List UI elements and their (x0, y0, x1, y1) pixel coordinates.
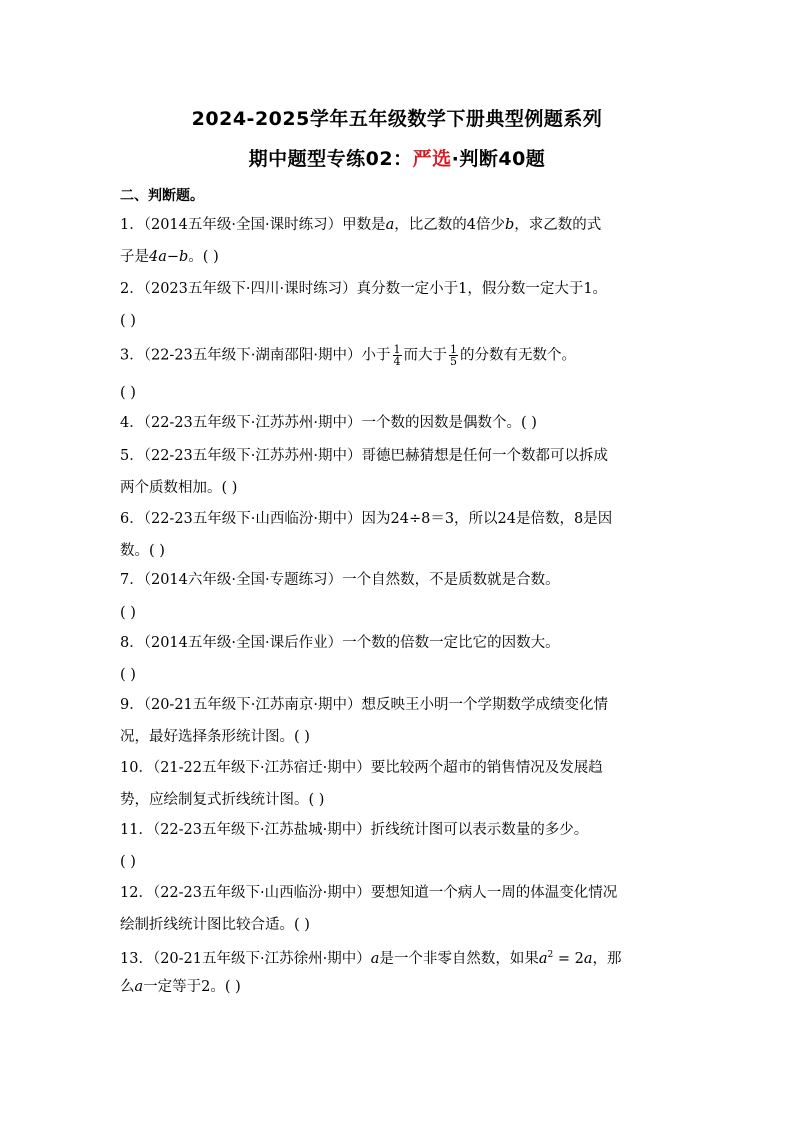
question-3-line-1 (120, 344, 680, 367)
q13-eq-a: a (538, 950, 548, 967)
q13-text-d: 么 (120, 979, 135, 995)
question-10-line-2[interactable]: 势，应绘制复式折线统计图。( ) (120, 792, 325, 808)
q3-text-c: 的分数有无数个。 (460, 347, 576, 364)
q13-answer-blank[interactable]: 一定等于2。( ) (143, 979, 241, 995)
question-9-line-2[interactable]: 况，最好选择条形统计图。( ) (120, 729, 310, 745)
question-12-line-2[interactable]: 绘制折线统计图比较合适。( ) (120, 917, 310, 933)
q13-eq-rest: = 2 (553, 950, 584, 967)
q13-text-c: ，那 (592, 950, 622, 967)
q3-fraction-2-denominator: 5 (450, 355, 457, 368)
q1-expression: 4a−b (149, 249, 189, 265)
q3-fraction-2-numerator: 1 (450, 343, 457, 356)
q3-fraction-1-numerator: 1 (393, 343, 401, 356)
q3-fraction-1-denominator: 4 (393, 355, 401, 368)
question-5-line-1: 5．（22-23五年级下·江苏苏州·期中）哥德巴赫猜想是任何一个数都可以拆成 (120, 448, 608, 464)
question-9-line-1: 9．（20-21五年级下·江苏南京·期中）想反映王小明一个学期数学成绩变化情 (120, 697, 608, 713)
q13-text-a: 13．（20-21五年级下·江苏徐州·期中） (120, 950, 371, 967)
question-12-line-1: 12．（22-23五年级下·山西临汾·期中）要想知道一个病人一周的体温变化情况 (120, 885, 618, 901)
question-3-answer-blank[interactable]: ( ) (120, 385, 136, 401)
q1-answer-blank[interactable]: 。( ) (188, 249, 219, 265)
subtitle-suffix: ·判断40题 (451, 148, 546, 170)
q3-text-b: 而大于 (403, 347, 447, 364)
question-2-answer-blank[interactable]: ( ) (120, 313, 136, 329)
q1-text-a: 1．（2014五年级·全国·课时练习）甲数是 (120, 217, 386, 233)
question-6-line-2[interactable]: 数。( ) (120, 543, 165, 559)
question-1-line-2 (120, 247, 680, 267)
question-1-line-1 (120, 215, 680, 235)
q1-text-b: ，比乙数的4倍少 (394, 217, 505, 233)
q13-text-b: 是一个非零自然数，如果 (379, 950, 539, 967)
question-4-line-1[interactable]: 4．（22-23五年级下·江苏苏州·期中）一个数的因数是偶数个。( ) (120, 415, 537, 431)
q13-var-a-2: a (134, 979, 144, 995)
q3-fraction-1 (393, 344, 402, 367)
subtitle-highlight: 严选 (412, 148, 452, 170)
q1-text-c: ，求乙数的式 (514, 217, 602, 233)
q3-fraction-2 (449, 344, 458, 367)
question-13-line-2 (120, 977, 680, 997)
document-title: 2024-2025学年五年级数学下册典型例题系列 (191, 108, 603, 130)
q1-var-a: a (385, 217, 395, 233)
question-5-line-2[interactable]: 两个质数相加。( ) (120, 480, 238, 496)
subtitle-prefix: 期中题型专练02： (248, 148, 413, 170)
q1-text-d: 子是 (120, 249, 149, 265)
q1-var-b: b (504, 217, 515, 233)
question-2-line-1: 2．（2023五年级下·四川·课时练习）真分数一定小于1，假分数一定大于1。 (120, 281, 608, 297)
question-6-line-1: 6．（22-23五年级下·山西临汾·期中）因为24÷8＝3，所以24是倍数，8是因 (120, 511, 613, 527)
question-10-line-1: 10．（21-22五年级下·江苏宿迁·期中）要比较两个超市的销售情况及发展趋 (120, 760, 603, 776)
question-7-line-1: 7．（2014六年级·全国·专题练习）一个自然数，不是质数就是合数。 (120, 572, 560, 588)
q3-text-a: 3．（22-23五年级下·湖南邵阳·期中）小于 (120, 347, 391, 364)
q13-eq-exponent: 2 (547, 950, 554, 960)
question-8-line-1: 8．（2014五年级·全国·课后作业）一个数的倍数一定比它的因数大。 (120, 635, 560, 651)
document-subtitle (0, 144, 794, 171)
question-7-answer-blank[interactable]: ( ) (120, 605, 136, 621)
q13-eq-a2: a (583, 950, 593, 967)
question-11-line-1: 11．（22-23五年级下·江苏盐城·期中）折线统计图可以表示数量的多少。 (120, 822, 589, 838)
question-13-line-1 (120, 945, 680, 969)
section-heading: 二、判断题。 (120, 188, 204, 204)
question-8-answer-blank[interactable]: ( ) (120, 667, 136, 683)
question-11-answer-blank[interactable]: ( ) (120, 854, 136, 870)
q13-var-a: a (370, 950, 380, 967)
